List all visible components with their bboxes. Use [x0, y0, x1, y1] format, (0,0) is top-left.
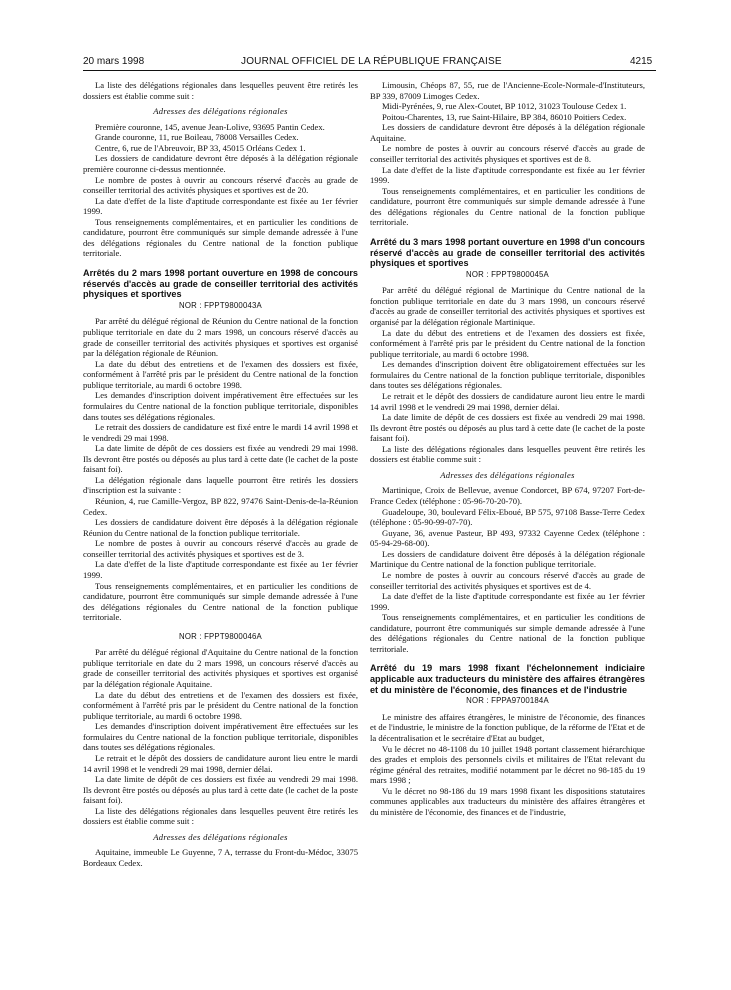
paragraph: La date du début des entretiens et de l'examen des dossiers est fixée, conformément à l'arrêté pris par le président du Centre national de la fonction publique territoriale, au mardi 6 octobre 1998. — [83, 689, 358, 721]
address: Réunion, 4, rue Camille-Vergoz, BP 822, 97476 Saint-Denis-de-la-Réunion Cedex. — [83, 496, 358, 517]
paragraph: Les demandes d'inscription doivent impérativement être effectuées sur les formulaires du Centre national de la fonction publique territoriale, disponibles dans toutes ses délégations régionales. — [83, 390, 358, 422]
left-column — [83, 80, 358, 985]
paragraph: Le retrait et le dépôt des dossiers de candidature auront lieu entre le mardi 14 avril 1998 et le vendredi 29 mai 1998, dernier délai. — [370, 390, 645, 412]
header-rule — [83, 70, 656, 71]
address: Guadeloupe, 30, boulevard Félix-Eboué, BP 575, 97108 Basse-Terre Cedex (téléphone : 05-90-99-07-70). — [370, 506, 645, 528]
paragraph: La liste des délégations régionales dans lesquelles peuvent être retirés les dossiers est établie comme suit : — [370, 443, 645, 465]
nor-reference: NOR : FPPT9800043A — [179, 300, 262, 310]
paragraph: Les demandes d'inscription doivent être obligatoirement effectuées sur les formulaires du Centre national de la fonction publique territoriale, disponibles dans toutes ses délégations régionales. — [370, 359, 645, 391]
paragraph: Tous renseignements complémentaires, et en particulier les conditions de candidature, pourront être communiqués sur simple demande adressée à l'une des délégations régionales du Centre national de la fonction publique territoriale. — [83, 580, 358, 623]
paragraph: Les demandes d'inscription doivent impérativement être effectuées sur les formulaires du Centre national de la fonction publique territoriale, disponibles dans toutes ses délégations régionales. — [83, 721, 358, 753]
right-column — [370, 80, 645, 985]
section-title: Arrêtés du 2 mars 1998 portant ouverture en 1998 de concours réservés d'accès au grade de conseiller territorial des activités physiques et sportives — [83, 268, 358, 300]
paragraph: La date limite de dépôt de ces dossiers est fixée au vendredi 29 mai 1998. Ils devront être postés ou déposés au plus tard à cette date (le cachet de la poste faisant foi). — [83, 774, 358, 806]
paragraph: Par arrêté du délégué régional de Martinique du Centre national de la fonction publique territoriale en date du 3 mars 1998, un concours réservé d'accès au grade de conseiller territorial des activités physiques et sportives est organisé par la délégation régionale Martinique. — [370, 285, 645, 328]
section-title: Arrêté du 3 mars 1998 portant ouverture en 1998 d'un concours réservé d'accès au grade de conseiller territorial des activités physiques et sportives — [370, 236, 645, 269]
paragraph: Le nombre de postes à ouvrir au concours réservé d'accès au grade de conseiller territorial des activités physiques et sportives est de 4. — [370, 569, 645, 591]
paragraph: Le nombre de postes à ouvrir au concours réservé d'accès au grade de conseiller territorial des activités physiques et sportives est de 3. — [83, 538, 358, 559]
paragraph: La date d'effet de la liste d'aptitude correspondante est fixée au 1er février 1999. — [83, 195, 358, 217]
paragraph: Le nombre de postes à ouvrir au concours réservé d'accès au grade de conseiller territorial des activités physiques et sportives est de 20. — [83, 174, 358, 196]
paragraph: Tous renseignements complémentaires, et en particulier les conditions de candidature, pourront être communiqués sur simple demande adressée à l'une des délégations régionales du Centre national de la fonction publique territoriale. — [83, 216, 358, 259]
paragraph: Les dossiers de candidature devront être déposés à la délégation régionale Aquitaine. — [370, 122, 645, 143]
header-page-number: 4215 — [630, 56, 653, 67]
nor-reference: NOR : FPPA9700184A — [466, 696, 549, 706]
paragraph: Le ministre des affaires étrangères, le ministre de l'économie, des finances et de l'industrie, le ministre de la fonction publique, de la réforme de l'Etat et de la décentralisation et le secrétaire d'Etat au budget, — [370, 711, 645, 744]
paragraph: La date d'effet de la liste d'aptitude correspondante est fixée au 1er février 1999. — [370, 164, 645, 186]
paragraph: Tous renseignements complémentaires, et en particulier les conditions de candidature, pourront être communiqués sur simple demande adressée à l'une des délégations régionales du Centre national de la fonction publique territoriale. — [370, 185, 645, 228]
section-title: Arrêté du 19 mars 1998 fixant l'échelonnement indiciaire applicable aux traducteurs du ministère des affaires étrangères et du ministère de l'économie, des finances et de l'industrie — [370, 663, 645, 695]
paragraph: La date limite de dépôt de ces dossiers est fixée au vendredi 29 mai 1998. Ils devront être postés ou déposés au plus tard à cette date (le cachet de la poste faisant foi). — [370, 412, 645, 444]
paragraph: Les dossiers de candidature doivent être déposés à la délégation régionale Réunion du Centre national de la fonction publique territoriale. — [83, 517, 358, 538]
header-date: 20 mars 1998 — [83, 56, 145, 67]
paragraph: Par arrêté du délégué régional de Réunion du Centre national de la fonction publique territoriale en date du 2 mars 1998, un concours réservé d'accès au grade de conseiller territorial des activités physiques et sportives est organisé par la délégation régionale de Réunion. — [83, 316, 358, 359]
subheading: Adresses des délégations régionales — [440, 469, 575, 480]
paragraph: La délégation régionale dans laquelle pourront être retirés les dossiers d'inscription est la suivante : — [83, 474, 358, 496]
page-header — [0, 0, 731, 74]
header-journal-title: JOURNAL OFFICIEL DE LA RÉPUBLIQUE FRANÇAISE — [241, 56, 502, 67]
paragraph: La date du début des entretiens et de l'examen des dossiers est fixée, conformément à l'arrêté pris par le président du Centre national de la fonction publique territoriale, au mardi 6 octobre 1998. — [370, 327, 645, 359]
paragraph: Par arrêté du délégué régional d'Aquitaine du Centre national de la fonction publique territoriale en date du 2 mars 1998, un concours réservé d'accès au grade de conseiller territorial des activités physiques et sportives est organisé par la délégation régionale Aquitaine. — [83, 647, 358, 690]
paragraph: Le retrait et le dépôt des dossiers de candidature auront lieu entre le mardi 14 avril 1998 et le vendredi 29 mai 1998, dernier délai. — [83, 752, 358, 774]
paragraph: La date limite de dépôt de ces dossiers est fixée au vendredi 29 mai 1998. Ils devront être postés ou déposés au plus tard à cette date (le cachet de la poste faisant foi). — [83, 443, 358, 475]
paragraph: Le nombre de postes à ouvrir au concours réservé d'accès au grade de conseiller territorial des activités physiques et sportives est de 8. — [370, 143, 645, 164]
paragraph: Tous renseignements complémentaires, et en particulier les conditions de candidature, pourront être communiqués sur simple demande adressée à l'une des délégations régionales du Centre national de la fonction publique territoriale. — [370, 612, 645, 654]
address: Grande couronne, 11, rue Boileau, 78008 Versailles Cedex. — [95, 132, 299, 143]
paragraph: Vu le décret no 48-1108 du 10 juillet 1948 portant classement hiérarchique des grades et emplois des personnels civils et militaires de l'Etat relevant du régime général des retraites, modifié notamment par le décret no 98-185 du 19 mars 1998 ; — [370, 743, 645, 786]
paragraph: Les dossiers de candidature devront être déposés à la délégation régionale première couronne ci-dessus mentionnée. — [83, 153, 358, 174]
paragraph: Les dossiers de candidature doivent être déposés à la délégation régionale Martinique du Centre national de la fonction publique territoriale. — [370, 548, 645, 570]
nor-reference: NOR : FPPT9800046A — [179, 631, 262, 641]
paragraph: La liste des délégations régionales dans lesquelles peuvent être retirés les dossiers est établie comme suit : — [83, 805, 358, 827]
address: Centre, 6, rue de l'Abreuvoir, BP 33, 45015 Orléans Cedex 1. — [95, 142, 306, 153]
address: Martinique, Croix de Bellevue, avenue Condorcet, BP 674, 97207 Fort-de-France Cedex (téléphone : 05-96-70-20-70). — [370, 485, 645, 507]
paragraph: La date d'effet de la liste d'aptitude correspondante est fixée au 1er février 1999. — [370, 591, 645, 612]
paragraph: Vu le décret no 98-186 du 19 mars 1998 fixant les dispositions statutaires communes applicables aux traducteurs du ministère des affaires étrangères et du ministère de l'économie, des finances et de l'industrie, — [370, 785, 645, 817]
address: Guyane, 36, avenue Pasteur, BP 493, 97332 Cayenne Cedex (téléphone : 05-94-29-68-00). — [370, 527, 645, 549]
subheading: Adresses des délégations régionales — [153, 106, 288, 117]
paragraph: Le retrait des dossiers de candidature est fixé entre le mardi 14 avril 1998 et le vendredi 29 mai 1998. — [83, 422, 358, 443]
address: Poitou-Charentes, 13, rue Saint-Hilaire, BP 384, 86010 Poitiers Cedex. — [382, 111, 627, 122]
address: Aquitaine, immeuble Le Guyenne, 7 A, terrasse du Front-du-Médoc, 33075 Bordeaux Cedex. — [83, 847, 358, 869]
paragraph: La date du début des entretiens et de l'examen des dossiers est fixée, conformément à l'arrêté pris par le président du Centre national de la fonction publique territoriale, au mardi 6 octobre 1998. — [83, 358, 358, 390]
nor-reference: NOR : FPPT9800045A — [466, 269, 549, 279]
address: Première couronne, 145, avenue Jean-Lolive, 93695 Pantin Cedex. — [95, 121, 325, 132]
paragraph: La date d'effet de la liste d'aptitude correspondante est fixée au 1er février 1999. — [83, 559, 358, 580]
subheading: Adresses des délégations régionales — [153, 831, 288, 842]
paragraph: La liste des délégations régionales dans lesquelles peuvent être retirés les dossiers est établie comme suit : — [83, 80, 358, 101]
address: Limousin, Chéops 87, 55, rue de l'Ancienne-Ecole-Normale-d'Instituteurs, BP 339, 87009 Limoges Cedex. — [370, 80, 645, 101]
address: Midi-Pyrénées, 9, rue Alex-Coutet, BP 1012, 31023 Toulouse Cedex 1. — [382, 101, 627, 112]
